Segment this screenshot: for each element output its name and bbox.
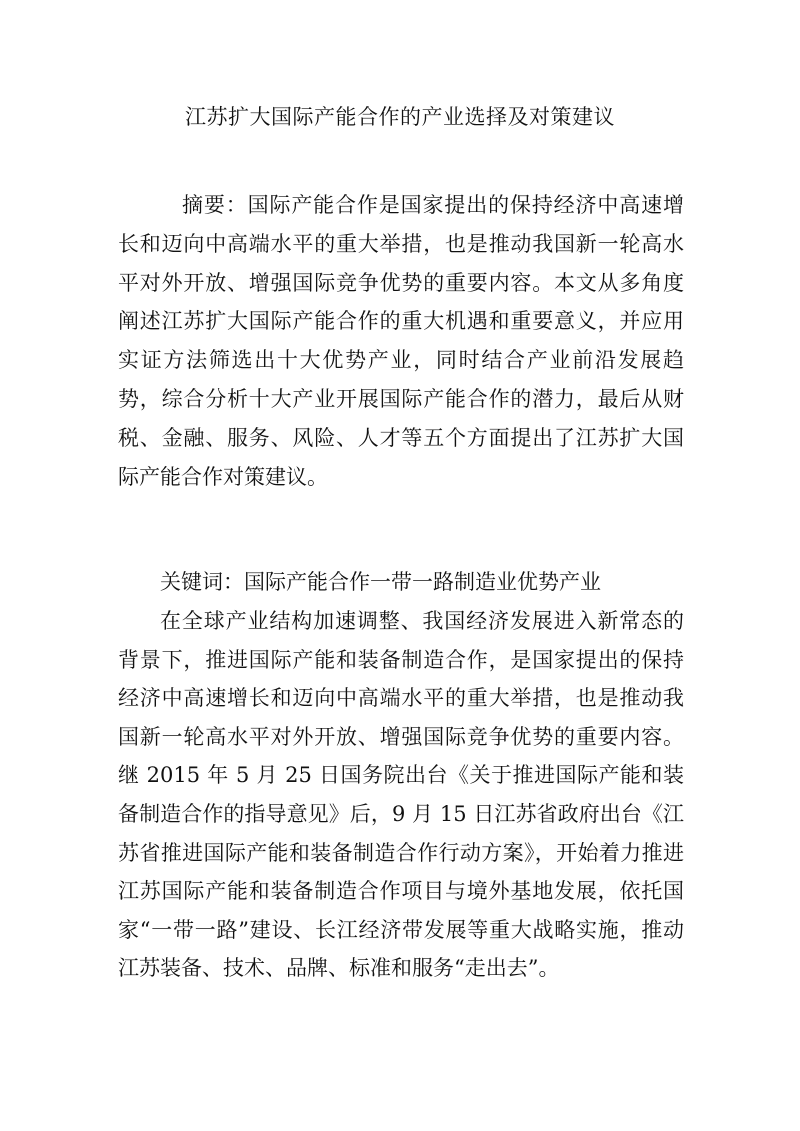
keywords-line: 关键词：国际产能合作一带一路制造业优势产业 — [160, 570, 601, 594]
abstract-paragraph: 摘要：国际产能合作是国家提出的保持经济中高速增长和迈向中高端水平的重大举措，也是推动我国新一轮高水平对外开放、增强国际竞争优势的重要内容。本文从多角度阐述江苏扩大国际产能合作的重大机遇和重要意义，并应用实证方法筛选出十大优势产业，同时结合产业前沿发展趋势，综合分析十大产业开展国际产能合作的潜力，最后从财税、金融、服务、风险、人才等五个方面提出了江苏扩大国际产能合作对策建议。 — [118, 193, 684, 489]
body-paragraph: 在全球产业结构加速调整、我国经济发展进入新常态的背景下，推进国际产能和装备制造合作，是国家提出的保持经济中高速增长和迈向中高端水平的重大举措，也是推动我国新一轮高水平对外开放、增强国际竞争优势的重要内容。继 2015 年 5 月 25 日国务院出台《关于推进国际产能和装备制造合作的指导意见》后，9 月 15 日江苏省政府出台《江苏省推进国际产能和装备制造合作行动方案》，开始着力推进江苏国际产能和装备制造合作项目与境外基地发展，依托国家“一带一路”建设、长江经济带发展等重大战略实施，推动江苏装备、技术、品牌、标准和服务“走出去”。 — [118, 609, 684, 981]
document-title: 江苏扩大国际产能合作的产业选择及对策建议 — [185, 105, 615, 129]
